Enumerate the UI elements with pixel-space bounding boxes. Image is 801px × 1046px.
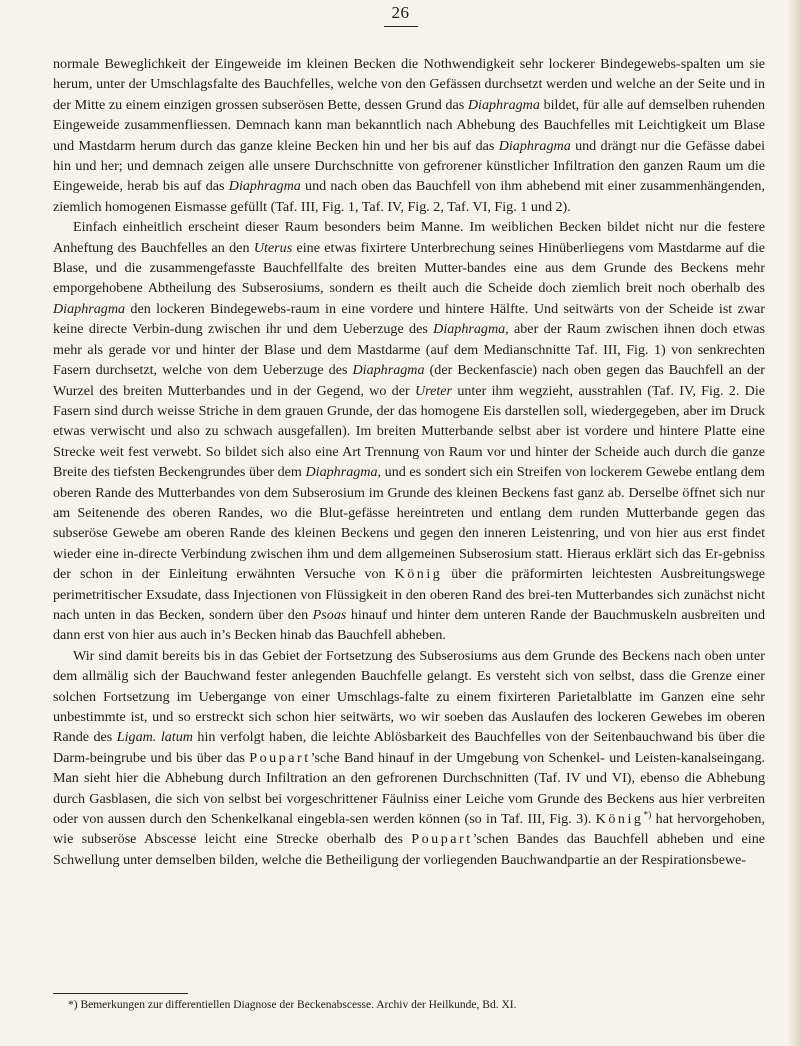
author-name: Poupart bbox=[249, 749, 311, 766]
text-run: und drängt nur die Gefässe dabei hin und her; und demnach zeigen alle unsere Durchschnitte von gefrorener künstlicher Infiltration den ganzen Raum um die Eingeweide, herab bis auf das bbox=[53, 137, 765, 195]
author-name: Poupart bbox=[411, 831, 473, 848]
text-run: bildet, für alle auf demselben ruhenden Eingeweide zusammenfliessen. Demnach kann man bekanntlich nach Abhebung des Bauchfelles mit Leichtigkeit um Blase und Mastdarm herum durch das ganze kleine Becken hin und her bis auf das bbox=[53, 96, 765, 154]
author-name: König bbox=[394, 566, 443, 583]
author-name: König bbox=[595, 811, 644, 828]
italic-term: Ureter bbox=[414, 382, 453, 399]
text-run: unter ihm wegzieht, ausstrahlen (Taf. IV, Fig. 2. Die Fasern sind durch weisse Striche in dem grauen Grunde, der das homogene Eis darstellen soll, wiedergegeben, aber im Druck etwas verwischt und also zu schwach ausgefallen). Im breiten Mutterbande selbst aber ist vordere und hintere Platte eine Strecke weit fest verwebt. So bildet sich also eine Art Trennung von Raum vor und hinter der Scheide auch durch die ganze Breite des tiefsten Beckengrundes über dem bbox=[53, 382, 765, 481]
italic-term: Diaphragma bbox=[53, 300, 126, 317]
italic-term: Diaphragma bbox=[228, 178, 301, 195]
text-run: (der Beckenfascie) nach oben gegen das Bauchfell an der Wurzel des breiten Mutterbandes und in der Gegend, wo der bbox=[53, 362, 765, 399]
text-run: den lockeren Bindegewebs-raum in eine vordere und hintere Hälfte. Und seitwärts von der Scheide ist zwar keine directe Verbin-dung zwischen ihr und dem Ueberzuge des bbox=[53, 300, 765, 338]
body-text bbox=[53, 54, 765, 870]
text-run: über die präformirten leichtesten Ausbreitungswege perimetritischer Exsudate, dass Injectionen von Flüssigkeit in den oberen Rand des brei-ten Mutterbandes sich zunächst nicht nach unten in das Becken, sondern über den bbox=[53, 566, 765, 623]
text-run: normale Beweglichkeit der Eingeweide im kleinen Becken die Nothwendigkeit sehr lockerer Bindegewebs-spalten um sie herum, unter der Umschlagsfalte des Bauchfelles, welche von den Gefässen durchsetzt werden und welche an der Seite und in der Mitte zu einem einzigen grossen subserösen Bette, dessen Grund das bbox=[53, 56, 765, 113]
page-edge bbox=[787, 0, 801, 1046]
text-run: aber der Raum zwischen ihnen doch etwas mehr als gerade vor und hinter der Blase und dem Mastdarme (auf dem Medianschnitte Taf. III, Fig. 1) von senkrechten Fasern durchsetzt, welche von dem Ueberzuge des bbox=[53, 321, 765, 379]
paragraph bbox=[53, 54, 765, 217]
footnote-ref: *) bbox=[643, 810, 652, 821]
footnote-rule bbox=[53, 993, 188, 994]
italic-term: Uterus bbox=[253, 239, 293, 256]
italic-term: Diaphragma bbox=[352, 362, 425, 379]
paragraph bbox=[53, 217, 765, 646]
text-run: Einfach einheitlich erscheint dieser Raum besonders beim Manne. Im weiblichen Becken bildet nicht nur die festere Anheftung des Bauchfelles an den bbox=[53, 219, 765, 256]
paragraph bbox=[53, 646, 765, 870]
text-run: ’schen Bandes das Bauchfell abheben und eine Schwellung unter demselben bilden, welche die Betheiligung der vorliegenden Bauchwandpartie an der Respirationsbewe- bbox=[53, 831, 766, 868]
text-run: hin verfolgt haben, die leichte Ablösbarkeit des Bauchfelles von der Seitenbauchwand bis über die Darm-beingrube und bis über das bbox=[53, 729, 765, 766]
page-number: 26 bbox=[391, 3, 410, 22]
text-run: und nach oben das Bauchfell von ihm abhebend mit einer zusammenhängenden, ziemlich homogenen Eismasse gefüllt (Taf. III, Fig. 1, Taf. IV, Fig. 2, Taf. VI, Fig. 1 und 2). bbox=[53, 178, 765, 215]
text-run: hinauf und hinter dem unteren Rande der Bauchmuskeln ausbreiten und dann erst von hier aus auch in’s Becken hinab das Bauchfell abheben. bbox=[53, 606, 765, 644]
text-run: eine etwas fixirtere Unterbrechung seines Hinüberliegens vom Mastdarme auf die Blase, und die zusammengefasste Bauchfellfalte des breiten Mutter-bandes eine aus dem Grunde des Beckens mehr emporgehobene Abtheilung des Subserosiums, sondern es theilt auch die Scheide doch ziemlich breit noch oberhalb des bbox=[53, 239, 766, 297]
italic-term: Diaphragma, bbox=[305, 464, 382, 481]
italic-term: Ligam. latum bbox=[116, 729, 193, 746]
text-run: Wir sind damit bereits bis in das Gebiet der Fortsetzung des Subserosiums aus dem Grunde des Beckens nach oben unter dem allmälig sich der Bauchwand fester anlegenden Bauchfelle gelangt. Es versteht sich von selbst, dass die Grenze einer solchen Fortsetzung im Uebergange von einer Umschlags-falte zu einem fixirteren Parietalblatte im Ganzen eine sehr unbestimmte ist, und so erstreckt sich schon hier seitwärts, wo wir soeben das Auslaufen des lockeren Gewebes im oberen Rande des bbox=[53, 647, 765, 746]
italic-term: Diaphragma, bbox=[433, 321, 509, 338]
italic-term: Psoas bbox=[312, 606, 347, 623]
italic-term: Diaphragma bbox=[467, 96, 540, 113]
text-run: ’sche Band hinauf in der Umgebung von Schenkel- und Leisten-kanalseingang. Man sieht hier die Abhebung durch Infiltration an den gefrorenen Durchschnitten (Taf. IV und VI), ebenso die Abhebung durch Gasblasen, die sich von selbst bei vorgeschrittener Fäulniss einer Leiche vom Grunde des Beckens aus hier verbreiten oder von aussen durch den Schenkelkanal eingebla-sen werden können (so in Taf. III, Fig. 3). bbox=[53, 749, 766, 828]
text-run: und es sondert sich ein Streifen von lockerem Gewebe entlang dem oberen Rande des Mutterbandes von dem Subserosium im Grunde des kleinen Beckens fast ganz ab. Derselbe öffnet sich nur am Seitenende des oberen Randes, wo die Blut-gefässe hereintreten und entlang dem runden Mutterbande gegen das subseröse Gewebe am oberen Rande des kleinen Beckens und gegen den inneren Leistenring, und von hier aus erst findet wieder eine in-directe Verbindung zwischen ihm und dem allgemeinen Subserosium statt. Hieraus erklärt sich das Er-gebniss der schon in der Einleitung erwähnten Versuche von bbox=[53, 464, 765, 583]
italic-term: Diaphragma bbox=[498, 137, 571, 154]
footnote: *) Bemerkungen zur differentiellen Diagnose der Beckenabscesse. Archiv der Heilkunde, Bd. XI. bbox=[68, 999, 517, 1011]
header-rule bbox=[384, 26, 418, 27]
text-run: hat hervorgehoben, wie subseröse Abscesse leicht eine Strecke oberhalb des bbox=[53, 811, 765, 848]
